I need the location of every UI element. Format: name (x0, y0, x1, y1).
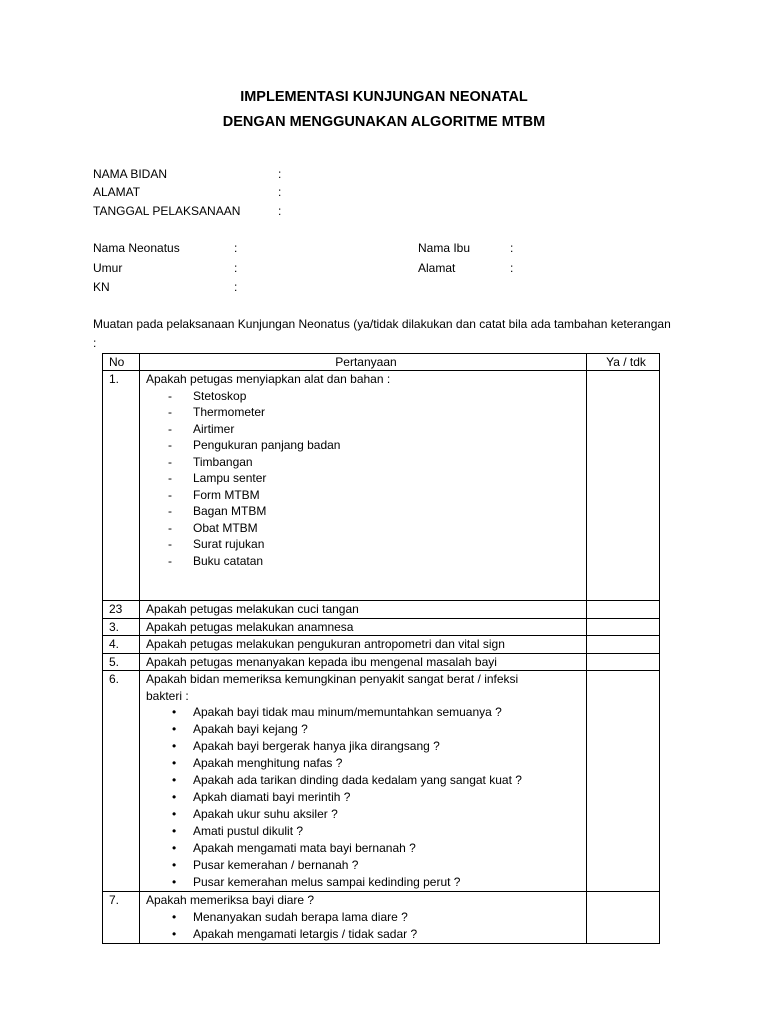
nama-neonatus-label: Nama Neonatus (93, 241, 180, 255)
umur-label: Umur (93, 261, 123, 275)
header-ya-tdk: Ya / tdk (587, 354, 660, 371)
row-question: Apakah petugas melakukan anamnesa (140, 618, 587, 636)
table-row (103, 636, 660, 654)
alamat-colon: : (278, 185, 282, 199)
kn-colon: : (234, 280, 238, 294)
answer-cell[interactable] (587, 601, 660, 619)
answer-cell[interactable] (587, 671, 660, 892)
question-text: Apakah petugas menyiapkan alat dan bahan : (146, 372, 391, 386)
nama-bidan-colon: : (278, 167, 282, 181)
answer-cell[interactable] (587, 618, 660, 636)
row-no: 6. (103, 671, 140, 892)
list-item: - Timbangan (146, 454, 586, 471)
list-item: - Pengukuran panjang badan (146, 437, 586, 454)
list-item: • Apakah mengamati mata bayi bernanah ? (146, 840, 586, 857)
list-item: - Obat MTBM (146, 520, 586, 537)
document-title-line1: IMPLEMENTASI KUNJUNGAN NEONATAL (240, 89, 528, 105)
answer-cell[interactable] (587, 653, 660, 671)
intro-text: Muatan pada pelaksanaan Kunjungan Neonatus (ya/tidak dilakukan dan catat bila ada tambahan keterangan : (93, 317, 671, 350)
list-item: • Apakah ada tarikan dinding dada kedalam yang sangat kuat ? (146, 772, 586, 789)
list-item: - Airtimer (146, 421, 586, 438)
alamat-label: ALAMAT (93, 185, 141, 199)
list-item: • Apakah bayi tidak mau minum/memuntahkan semuanya ? (146, 704, 586, 721)
list-item: • Apkah diamati bayi merintih ? (146, 789, 586, 806)
list-item: - Lampu senter (146, 470, 586, 487)
list-item: - Thermometer (146, 404, 586, 421)
row-question: Apakah petugas melakukan cuci tangan (140, 601, 587, 619)
list-item: - Bagan MTBM (146, 503, 586, 520)
table-header-row (103, 354, 660, 371)
row-no: 1. (103, 371, 140, 601)
tanggal-pelaksanaan-label: TANGGAL PELAKSANAAN (93, 204, 241, 218)
nama-ibu-label: Nama Ibu (418, 241, 471, 255)
document-title-line2: DENGAN MENGGUNAKAN ALGORITME MTBM (222, 114, 546, 130)
row-question (140, 892, 587, 944)
answer-cell[interactable] (587, 371, 660, 601)
list-item: - Surat rujukan (146, 536, 586, 553)
list-item: • Apakah bayi bergerak hanya jika dirangsang ? (146, 738, 586, 755)
row-no: 5. (103, 653, 140, 671)
list-item: • Amati pustul dikulit ? (146, 823, 586, 840)
row-question: Apakah petugas melakukan pengukuran antropometri dan vital sign (140, 636, 587, 654)
tanggal-pelaksanaan-colon: : (278, 204, 282, 218)
row-question (140, 671, 587, 892)
row-question (140, 371, 587, 601)
table-row (103, 618, 660, 636)
list-item: - Stetoskop (146, 388, 586, 405)
list-item: • Apakah menghitung nafas ? (146, 755, 586, 772)
list-item: • Apakah bayi kejang ? (146, 721, 586, 738)
header-pertanyaan: Pertanyaan (140, 354, 587, 371)
row-no: 3. (103, 618, 140, 636)
row-no: 23 (103, 601, 140, 619)
diarrhea-check-list (146, 909, 586, 943)
list-item: - Form MTBM (146, 487, 586, 504)
table-row (103, 671, 660, 892)
nama-neonatus-colon: : (234, 241, 238, 255)
question-text: Apakah bidan memeriksa kemungkinan penyakit sangat berat / infeksi bakteri : (146, 672, 519, 703)
list-item: • Pusar kemerahan melus sampai kedinding perut ? (146, 874, 586, 891)
table-row (103, 653, 660, 671)
checklist-table (102, 353, 660, 944)
alamat-ibu-label: Alamat (418, 261, 456, 275)
question-text: Apakah memeriksa bayi diare ? (146, 893, 315, 907)
answer-cell[interactable] (587, 892, 660, 944)
row-question: Apakah petugas menanyakan kepada ibu mengenal masalah bayi (140, 653, 587, 671)
infection-check-list (146, 704, 586, 891)
table-row (103, 892, 660, 944)
alamat-ibu-colon: : (510, 261, 514, 275)
table-row (103, 601, 660, 619)
row-no: 7. (103, 892, 140, 944)
list-item: • Apakah ukur suhu aksiler ? (146, 806, 586, 823)
row-no: 4. (103, 636, 140, 654)
list-item: • Pusar kemerahan / bernanah ? (146, 857, 586, 874)
kn-label: KN (93, 280, 110, 294)
nama-ibu-colon: : (510, 241, 514, 255)
header-no: No (103, 354, 140, 371)
equipment-list (146, 388, 586, 570)
nama-bidan-label: NAMA BIDAN (93, 167, 168, 181)
list-item: • Menanyakan sudah berapa lama diare ? (146, 909, 586, 926)
list-item: • Apakah mengamati letargis / tidak sadar ? (146, 926, 586, 943)
answer-cell[interactable] (587, 636, 660, 654)
list-item: - Buku catatan (146, 553, 586, 570)
table-row (103, 371, 660, 601)
umur-colon: : (234, 261, 238, 275)
